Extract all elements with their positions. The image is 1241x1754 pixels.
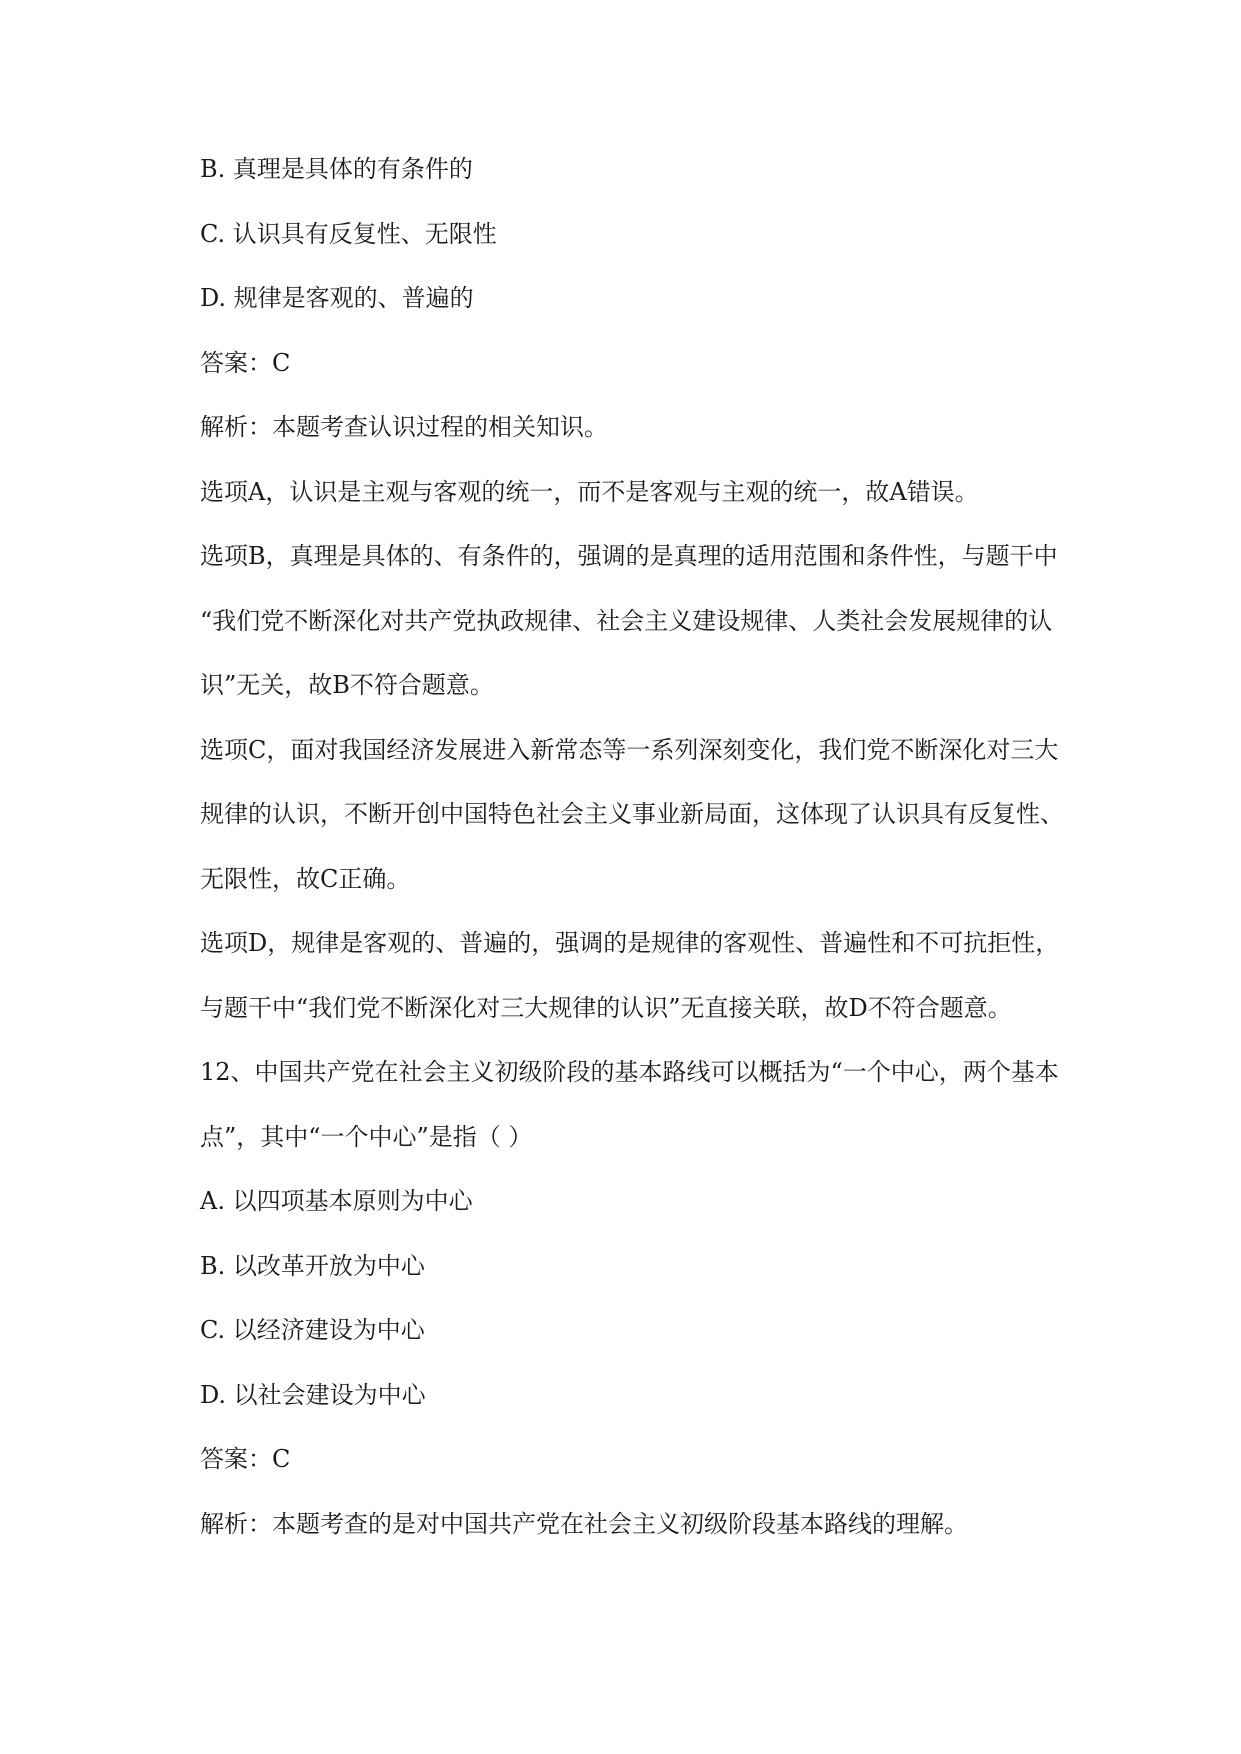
analysis-option-d-2: 与题干中“我们党不断深化对三大规律的认识”无直接关联，故D不符合题意。: [200, 993, 1012, 1022]
option-b-line: B. 真理是具体的有条件的: [200, 155, 473, 183]
analysis-line: 解析：本题考查认识过程的相关知识。: [200, 413, 608, 441]
analysis-option-b-1: 选项B，真理是具体的、有条件的，强调的是真理的适用范围和条件性，与题干中: [200, 542, 1058, 570]
analysis-option-b-3: 识”无关，故B不符合题意。: [200, 671, 494, 699]
option-d-line: D. 规律是客观的、普遍的: [200, 284, 474, 312]
document-body: [200, 137, 1100, 1556]
question-12-line-2: 点”，其中“一个中心”是指（ ）: [200, 1122, 533, 1151]
analysis-option-c-3: 无限性，故C正确。: [200, 864, 411, 893]
analysis-option-b-2: “我们党不断深化对共产党执政规律、社会主义建设规律、人类社会发展规律的认: [200, 606, 1053, 635]
analysis-option-d-1: 选项D，规律是客观的、普遍的，强调的是规律的客观性、普遍性和不可抗拒性，: [200, 929, 1060, 957]
q12-analysis-line: 解析：本题考查的是对中国共产党在社会主义初级阶段基本路线的理解。: [200, 1509, 968, 1538]
q12-option-b: B. 以改革开放为中心: [200, 1251, 425, 1280]
q12-option-d: D. 以社会建设为中心: [200, 1380, 426, 1409]
question-12-line-1: 12、中国共产党在社会主义初级阶段的基本路线可以概括为“一个中心，两个基本: [200, 1058, 1059, 1086]
option-c-line: C. 认识具有反复性、无限性: [200, 219, 497, 248]
q12-answer-line: 答案：C: [200, 1445, 291, 1473]
analysis-option-a: 选项A，认识是主观与客观的统一，而不是客观与主观的统一，故A错误。: [200, 477, 979, 506]
q12-option-a: A. 以四项基本原则为中心: [200, 1187, 473, 1215]
answer-line: 答案：C: [200, 348, 291, 377]
analysis-option-c-2: 规律的认识，不断开创中国特色社会主义事业新局面，这体现了认识具有反复性、: [200, 800, 1064, 828]
q12-option-c: C. 以经济建设为中心: [200, 1316, 425, 1344]
analysis-option-c-1: 选项C，面对我国经济发展进入新常态等一系列深刻变化，我们党不断深化对三大: [200, 735, 1059, 764]
